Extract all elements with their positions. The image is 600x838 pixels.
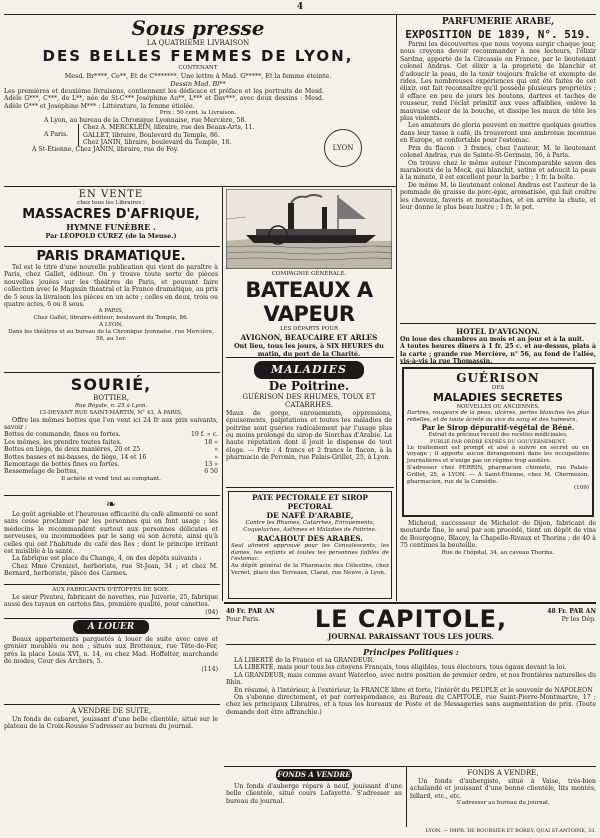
abonnement: On s'abonne directement, et par correspondance, au Bureau du CAPITOLE, rue Saint-Pierre-Montmartre, 17 ; chez les principaux Libraires, et à tous les bureaux de Poste et de Messageries sans augmentation de prix. (Toute demande doit être affranchie.) [226,694,596,716]
paris-dramatique-block [4,249,218,342]
en-vente-title: EN VENTE [78,189,144,200]
hotel-block [400,327,596,366]
right-price: 48 Fr. PAR AN [547,608,596,615]
paris-heading: A PARIS, [98,308,124,315]
guerison-des: DES [491,385,505,391]
hotel-bottom-rule [400,363,596,364]
price-value: 19 f. » c. [190,431,218,439]
poitrine-line: De Poitrine. [268,379,350,393]
guerison-title: GUÉRISON [456,371,540,385]
guerison-extrait: Extrait du précieux recueil des recettes médicinales, [428,432,568,439]
parfumerie-block [400,17,596,211]
sourie-title: SOURIÉ, [70,375,152,394]
price-item: Bottes basses et mi-basses, de liège, 14 et 16 [4,453,147,461]
pate-title: PATE PECTORALE ET SIROP PECTORAL [252,493,368,511]
price-value: 18 » [204,438,218,446]
parfumerie-p2: Les amateurs de gloria peuvent en mettre quelques gouttes dans leur tasse à café, ils trouveront une ambroisie inconnue en Europe, et confortable pour l'estomac. [400,122,596,145]
en-vente-rule [4,246,220,247]
navettes-header: AUX FABRICANTS D'ÉTOFFES DE SOIE. [52,587,170,593]
author-line: Par LÉOPOLD CUREZ (de la Meuse.) [45,231,177,240]
bateaux-rule [226,357,394,358]
cafe-block [4,497,218,578]
price-row [4,439,218,446]
fonds-divider [406,767,407,827]
principe-1: LA LIBERTÉ de la France et sa GRANDEUR. [234,657,375,664]
fonds2-address: S'adresser au bureau du journal. [456,800,550,807]
dessin-line: Dessin Mad. Bl** [170,79,226,88]
a-louer-body: Beaux appartements parquetés à louer de suite avec cave et grenier meublés ou non ; situés aux Brotteaux, rue Tête-de-Fer, près la place Louis XVI, n. 14, ou chez Mad. Hoffelter, marchande de modes, Cour des Archers, 5. [4,636,218,666]
price-item: Les mêmes, les prendre toutes faites. [4,438,122,446]
principe-4: En résumé, à l'intérieur, à l'extérieur, la FRANCE libre et forte, l'intérêt du PEUPLE et le souvenir de NAPOLEON [234,686,593,694]
capitole-sub-rule [226,644,596,645]
villes-line: AVIGNON, BEAUCAIRE ET ARLES [240,332,378,342]
fonds-vendre2-block [410,769,596,807]
contenant-label: CONTENANT [178,65,218,71]
capitole-block [226,606,596,746]
top-rule [4,14,596,15]
price-value: » [214,446,218,454]
maladies-body: Maux de gorge, enrouements, oppressions, épuisements, palpitations et toutes les maladies de poitrine sont guéries radicalement par l'usage plus ou moins prolongé du sirop de Siorchas d'Arabie. La haute réputation dont il jouit le dispense de tout éloge. — Prix : 4 francs et 2 francs le flacon, à la pharmacie de Peronin, rue Palais-Grillet, 25, à Lyon. [226,409,392,462]
sourie-block [4,376,218,483]
navettes-block [4,587,218,616]
guerison-number: (109) [573,485,589,492]
parfumerie-title: PARFUMERIE ARABE, [441,17,555,27]
paris-addr: Chez Gallet, libraire-éditeur, boulevard du Temple, 86. [33,315,189,322]
st-etienne-address: A St-Étienne, Chez JANIN, libraire, rue de Foy. [32,146,179,154]
louer-rule [4,704,220,705]
guerison-nouvelles: NOUVELLES OU ANCIENNES. [456,403,540,410]
horaire-line: Ont lieu, tous les jours, à SIX HEURES du matin, du port de la Charité. [234,341,384,358]
pate-desc: Contre les Rhumes, Catarrhes, Enrouements, Coqueluches, Asthmes et Maladies de Poitrine. [243,520,377,533]
parfumerie-p4: On trouve chez le même auteur l'incomparable savon des marabouts de la Meck, qui blanchit, satine et adoucit la peau à la minute, il est excellent pour la barbe ; 1 fr. la boîte. [400,159,596,182]
capitole-bottom-rule [224,766,596,767]
work-title: DES BELLES FEMMES DE LYON, [42,47,354,65]
capitole-right-price [538,608,596,623]
vins-address: Rue de l'hôpital, 34, au caveau Thorins. [441,549,555,556]
hotel-rule [400,323,596,324]
vendre-suite-body: Un fonds de cabaret, jouissant d'une belle clientèle, situé sur le plateau de la Croix-Rousse S'adresser au bureau du journal. [4,716,218,731]
cafe-fabrique: La fabrique est place du Change, 4, on des dépôts suivants : [12,555,202,563]
cafe-rule [4,584,220,585]
fonds2-body: Un fonds d'aubergiste, situé à Vaise, très-bien achalandé et jouissant d'une bonne clientèle, lits montés, billard, etc., etc. [410,778,596,800]
departs-line: LES DÉPARTS POUR [280,325,338,332]
navettes-body: Le sieur Pivateu, fabricant de navettes, rue Juiverie, 25, fabrique aussi des tuyaux en cartons fins, première qualité, pour canettes. [4,593,218,609]
compagnie-line: COMPAGNIE GÉNÉRALE. [271,271,347,277]
capitole-left-price [226,608,286,623]
sous-presse-title: Sous presse [131,16,265,40]
maladies-guerison: GUÉRISON DES RHUMES, TOUX ET CATARRHES. [242,393,376,410]
hotel-title: HOTEL D'AVIGNON. [456,327,540,336]
guerison-desc: Dartres, rougeurs de la peau, ulcères, pertes blanches les plus rebelles, et de toute âcreté ou vice du sang et des humeurs, [407,410,589,423]
hotel-line2: A toutes heures dîners à 1 fr. 25 c. et au-dessus, plats à la carte ; grande rue Mercière, n° 56, au fond de l'allée, vis-à-vis la rue Thomassin. [400,343,596,366]
parfumerie-p3: Prix du flacon : 3 francs, chez l'auteur, M. le lieutenant colonel Andras, rue de Sainte-St-Germain, 56, à Paris. [400,144,596,160]
lyon-address: A Lyon, au bureau de la Chronique Lyonnaise, rue Mercière, 58. [44,116,247,124]
paris-dramatique-title: PARIS DRAMATIQUE. [36,249,186,264]
price-item: Bottes en liège, de deux manières, 20 et 25 [4,446,141,454]
lyon-heading: A LYON, [99,322,123,329]
cafe-ornament: ❧ [105,497,117,511]
racahout-title: RACAHOUT DES ARABES. [257,533,363,543]
fonds-body: Un fonds d'auberge réparé à neuf, jouissant d'une belle clientèle, situé cours Lafayette. S'adresser au bureau du journal. [226,783,402,805]
a-louer-block [4,620,218,673]
en-vente-subtitle: chez tous les Libraires ; [77,200,145,206]
navettes-rule [4,618,220,619]
parfumerie-p5: De même M. le lieutenant colonel Andras est l'auteur de la pommade de graisse de porc-épic, aromatisée, qui fait croître les cheveux, favoris et moustaches, et en arrête la chute, et leur donne le plus beau lustre ; 1 fr. le pot. [400,181,596,211]
price-item: Remontage de bottes fines ou fortes. [4,461,120,469]
principe-2: LA LIBERTÉ, mais pour tous les citoyens Français, tous éligibles, tous électeurs, tous égaux devant la loi. [234,664,567,672]
principes-title: Principes Politiques : [363,647,459,657]
paris-label: A Paris. [44,131,69,139]
exposition-line: EXPOSITION DE 1839, N°. 519. [405,28,591,41]
vendre-suite-title: A VENDRE DE SUITE, [70,707,152,715]
en-vente-block [4,189,218,240]
livraison-line: LA QUATRIÈME LIVRAISON [146,39,250,47]
right-city: Pr les Dép. [561,615,596,623]
sourie-former: CI-DEVANT RUE SAINT-MARTIN, N° 43, À PARIS, [39,409,183,416]
price-row [4,468,218,475]
fonds2-title: FONDS A VENDRE, [467,769,539,777]
cafe-depots: Chez Mme Crenizet, herboriste, rue St-Jean, 34 ; et chez M. Bernard, herboriste, place des Carmes. [4,562,218,578]
guerison-headline: MALADIES SECRETES [433,390,563,404]
sourie-address: Rue Royale, n. 25 à Lyon. [74,403,148,409]
guerison-par: Par le Sirop dépuratif-végétal de Béné. [421,422,575,432]
sourie-rule [4,495,220,496]
prix-line: Prix : 50 cent. la Livraison. [159,110,237,117]
price-value: 13 » [204,461,218,469]
fonds-banner: FONDS A VENDRE [277,770,351,779]
maladies-banner: MALADIES [254,361,364,379]
left-price: 40 Fr. PAR AN [226,608,275,615]
paris-dramatique-body: Tel est le titre d'une nouvelle publication qui vient de paraître à Paris, chez Gallet, éditeur. On y trouve toute sorte de pièces nouvelles jouées sur les théâtres de Paris, et pouvant faire collection avec le Magasin théatral et la France dramatique, au prix de 5 sous la livraison les pièces en un acte ; celles en deux, trois ou quatre actes, 6 ou 8 sous. [4,264,218,309]
col-rule-right-lower [396,375,397,601]
paris-address-2: GALLET, libraire, Boulevard du Temple, 86. [83,131,220,139]
sourie-intro: Offre les mêmes bottes que l'on vent ici 24 fr aux prix suivants, savoir : [4,416,218,431]
cafe-body: Le goût agréable et l'heureuse efficacité du café alimenté ce sont sans cesse proclamer par les personnes qui en font usage ; les médecins le recommandent surtout aux personnes délicates et nerveuses, ou incommodées par le sang ou son âcreté, ainsi qu'à celles qui ont l'habitude du café des îles ; dont le principe irritant est nuisible à la santé. [4,511,218,556]
imprint: LYON. — IMPR. DE BOURSIER ET BOREY, QUAI ST-ANTOINE, 33. [425,828,596,834]
page-number: 4 [296,2,304,12]
paris-address-3: Chez JANIN, libraire, boulevard du Temple, 18. [83,139,232,147]
price-item: Bottes de commande, fines ou fortes. [4,431,121,439]
price-row [4,461,218,468]
hymne-line: HYMNE FUNÈBRE . [66,221,156,232]
fonds-vendre-block [226,769,402,805]
a-louer-number: (114) [201,665,218,673]
col-rule-left [222,187,223,601]
sourie-note: Il achète et vend tout au comptant. [61,475,161,482]
left-city: Pour Paris. [226,615,261,623]
sourie-price-list [4,431,218,475]
maladies-rule [226,487,394,488]
contents-line: Mesd. Br****, Ce**, Et de C*******. Une lettre à Mad. G*****, Et la femme éteinte. [64,71,332,80]
guerison-publie: PUBLIÉ PAR ORDRE EXPRÈS DU GOUVERNEMENT. [430,438,566,445]
col-rule-right [396,15,397,375]
vins-block [400,520,596,556]
massacres-headline: MASSACRES D'AFRIQUE, [22,206,200,222]
price-row [4,431,218,438]
a-louer-banner: A LOUER [73,620,149,634]
price-value: 6 50 [204,468,218,476]
paris-address-1: Chez A. MERCKLEIN, libraire, rue des Beaux-Arts, 11. [83,124,255,132]
lyon-addr: Dans les théâtres et au bureau de la Chronique lyonnaise, rue Mercière, 58, au 1er. [8,328,214,342]
sous-presse-block [4,17,392,185]
pate-depot: Au dépôt général de la Pharmacie des Célestins, chez Vernet, place des Terreaux, Clarat, rue Neuve, à Lyon. [231,563,389,576]
price-value: » [214,453,218,461]
capitole-title: LE CAPITOLE, [314,605,508,633]
vendre-suite-block [4,707,218,731]
price-item: Ressemelage de bottes, [4,468,79,476]
vins-body: Michoud, successeur de Michelot de Dijon, fabricant de moutarde fine, le seul par son procédé, tient un dépôt de vins de Bourgogne, Blacey, la Chapelle-Rivaux et Thorins ; de 40 à 75 centimes la bouteille. [400,520,596,550]
steamboat-illustration [226,189,392,269]
maladies-block [226,361,392,462]
principe-3: LA GRANDEUR, mais comme avant Waterloo, avec notre position de premier ordre, et nos frontières naturelles du Rhin. [226,671,596,687]
capitole-subtitle: JOURNAL PARAISSANT TOUS LES JOURS. [328,632,494,641]
navettes-number: (94) [205,608,218,616]
bateaux-title: BATEAUX A VAPEUR [245,277,373,326]
steamboat-engraving [226,189,392,269]
dramatique-rule [4,372,220,373]
price-row [4,454,218,461]
guerison-body: Le traitement est prompt et aisé à suivre en secret ou en voyage ; il apporte aucun dérangement dans les occupations journalières et n'exige pas un régime trop austère. [407,444,589,465]
guerison-box [402,367,594,517]
capitole-top-rule [224,602,596,604]
price-row [4,446,218,453]
sourie-role: BOTTIER, [93,394,129,402]
racahout-body: Seul aliment approuvé pour les Convalescents, les dames, les enfants et toutes les personnes faibles de l'estomac. [231,542,389,563]
pate-subtitle: DE NAFÉ D'ARABIE, [266,511,354,521]
guerison-adresse: S'adresser chez PERRIN, pharmacien chimiste, rue Palais-Grillet, 25, à LYON. — A Saint-Étienne, chez M. Chermezon, pharmacien, rue de la Comédie. [407,465,589,485]
lyon-stamp: LYON [324,129,362,167]
hotel-line1: On loue des chambres au mois et au jour et à la nuit. [400,336,585,343]
sous-presse-rule [4,186,396,187]
parfumerie-p1: Parmi les découvertes que nous voyons surgir chaque jour, nous croyons devoir recommander à nos lecteurs, l'élixir Sardna, apporté de la Circassie en France, par le lieutenant colonel Andras. Cet élixir a la propriété de blanchir et d'adoucir la peau, de la tenir toujours fraîche et exempte de rides. Les nombreuses expériences qui ont été faites de cet élixir, ont fait reconnaître qu'il possède plusieurs propriétés ; il efface en peu de jours les boutons, dartres et taches de rousseur, rend l'éclat primitif aux vues affaiblies, enlève la mauvaise odeur de la bouche, et dissipe les maux de tête les plus violents. [400,41,596,123]
livraisons-line: Les premières et deuxième livraisons, contiennent les dédicace et préface et les portraits de Mesd. Adèle G***, C***, de L**, née de St-C*** Joséphine Au**, L*** et Dav***, avec deux dessins : Mesd. Adèle G*** et Joséphine M*** : Littérature, la femme étiolée. [4,87,324,110]
pate-box [228,491,392,599]
bateaux-block [226,271,392,358]
